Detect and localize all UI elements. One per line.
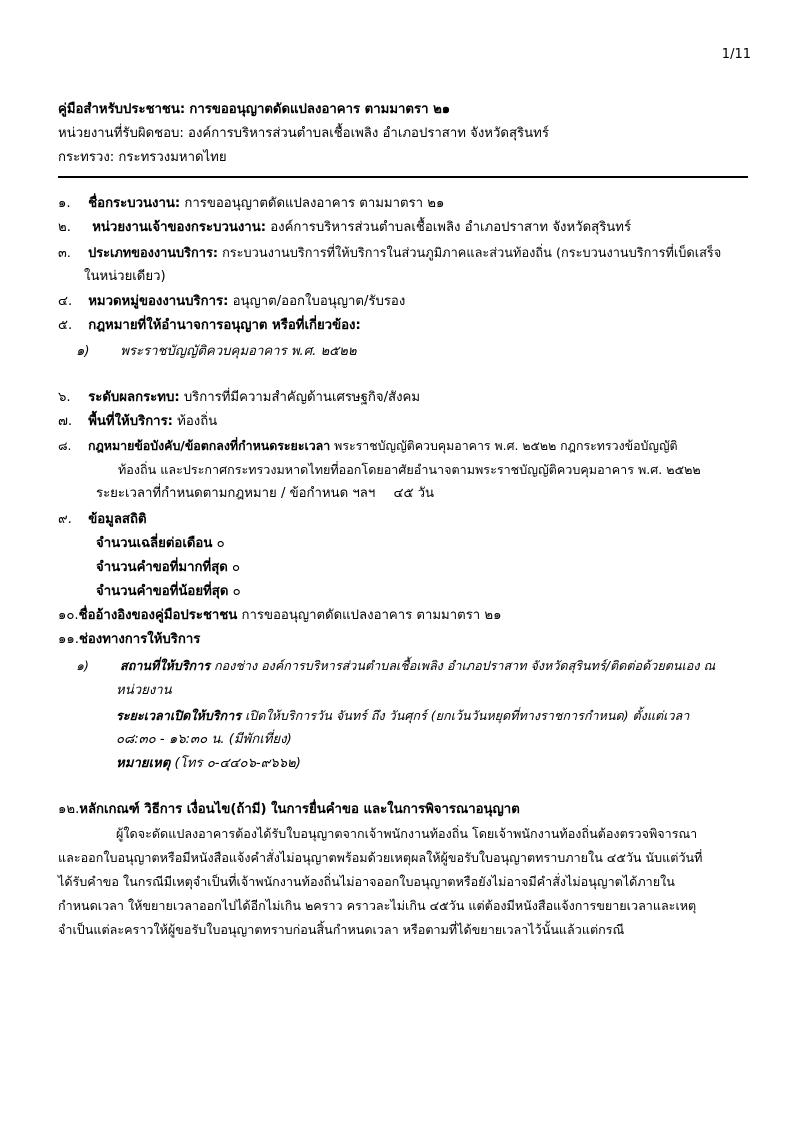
service-hours — [116, 704, 689, 728]
stat-min-label: จำนวนคำขอที่น้อยที่สุด — [96, 584, 229, 599]
item-5-subitem-value: พระราชบัญญัติควบคุมอาคาร พ.ศ. ๒๕๒๒ — [120, 344, 357, 359]
item-7 — [58, 410, 217, 434]
item-5 — [58, 314, 361, 338]
item-9 — [58, 508, 147, 532]
item-12-number: ๑๒. — [58, 802, 80, 817]
item-6-number: ๖. — [58, 390, 71, 405]
manual-title-label: คู่มือสำหรับประชาชน: — [58, 102, 186, 117]
agency-value: องค์การบริหารส่วนตำบลเชื้อเพลิง อำเภอปราสาท จังหวัดสุรินทร์ — [188, 126, 549, 141]
item-7-label: พื้นที่ให้บริการ: — [88, 414, 173, 429]
item-7-value: ท้องถิ่น — [177, 414, 218, 429]
agency-line — [58, 122, 549, 146]
item-10-value: การขออนุญาตดัดแปลงอาคาร ตามมาตรา ๒๑ — [241, 608, 502, 623]
item-7-number: ๗. — [58, 414, 73, 429]
item-3-label: ประเภทของงานบริการ: — [88, 246, 218, 261]
stat-max-label: จำนวนคำขอที่มากที่สุด — [96, 560, 228, 575]
stat-min-value: ๐ — [232, 584, 241, 599]
item-2-label: หน่วยงานเจ้าของกระบวนงาน: — [92, 220, 266, 235]
service-note — [116, 752, 301, 776]
item-2 — [58, 216, 631, 240]
item-12-label: หลักเกณฑ์ วิธีการ เงื่อนไข(ถ้ามี) ในการยื่นคำขอ และในการพิจารณาอนุญาต — [79, 802, 520, 817]
item-8 — [58, 434, 678, 458]
item-11 — [58, 628, 200, 652]
stat-average — [96, 532, 225, 556]
item-9-label: ข้อมูลสถิติ — [88, 512, 147, 527]
item-4-label: หมวดหมู่ของงานบริการ: — [88, 294, 229, 309]
ministry-label: กระทรวง: — [58, 150, 115, 165]
service-note-value: (โทร ๐-๔๔๐๖-๙๖๖๒) — [174, 756, 301, 771]
item-1-number: ๑. — [58, 196, 71, 211]
stat-min — [96, 580, 241, 604]
item-3-value: กระบวนงานบริการที่ให้บริการในส่วนภูมิภาคและส่วนท้องถิ่น (กระบวนงานบริการที่เบ็ดเสร็จ — [222, 246, 722, 261]
stat-max — [96, 556, 240, 580]
item-11-subitem-number: ๑) — [76, 658, 89, 673]
item-8-period-value: ๔๕ วัน — [393, 486, 435, 501]
item-8-continuation: ท้องถิ่น และประกาศกระทรวงมหาดไทยที่ออกโดยอาศัยอำนาจตามพระราชบัญญัติควบคุมอาคาร พ.ศ. ๒๕๒๒ — [118, 462, 701, 477]
item-5-subitem — [76, 340, 357, 364]
stat-max-value: ๐ — [232, 560, 241, 575]
ministry-line — [58, 146, 227, 170]
item-4-number: ๔. — [58, 294, 73, 309]
item-10-label: ชื่ออ้างอิงของคู่มือประชาชน — [78, 608, 238, 623]
ministry-value: กระทรวงมหาดไทย — [118, 150, 227, 165]
item-3-number: ๓. — [58, 246, 71, 261]
item-4 — [58, 290, 405, 314]
page-number: 1/11 — [721, 47, 751, 62]
item-4-value: อนุญาต/ออกใบอนุญาต/รับรอง — [232, 294, 406, 309]
item-9-number: ๙. — [58, 512, 72, 527]
item-1-label: ชื่อกระบวนงาน: — [88, 196, 181, 211]
item-10 — [58, 604, 501, 628]
criteria-line-3: ได้รับคำขอ ในกรณีมีเหตุจำเป็นที่เจ้าพนักงานท้องถิ่นไม่อาจออกใบอนุญาตหรือยังไม่อาจมีคำสั่งไม่อนุญาตได้ภายใน — [58, 874, 675, 889]
service-place — [76, 654, 715, 678]
item-5-subitem-number: ๑) — [76, 344, 90, 359]
item-8-period-label: ระยะเวลาที่กำหนดตามกฎหมาย / ข้อกำหนด ฯลฯ — [96, 486, 376, 501]
criteria-line-5: จำเป็นแต่ละคราวให้ผู้ขอรับใบอนุญาตทราบก่อนสิ้นกำหนดเวลา หรือตามที่ได้ขยายเวลาไว้นั้นแล้วแต่กรณี — [58, 922, 625, 937]
item-6-value: บริการที่มีความสำคัญด้านเศรษฐกิจ/สังคม — [183, 390, 421, 405]
item-6 — [58, 386, 420, 410]
service-place-continuation: หน่วยงาน — [116, 683, 172, 698]
criteria-line-4: กำหนดเวลา ให้ขยายเวลาออกไปได้อีกไม่เกิน ๒คราว คราวละไม่เกิน ๔๕วัน แต่ต้องมีหนังสือแจ้งการขยายเวลาและเหตุ — [58, 898, 697, 913]
item-3-continuation: ในหน่วยเดียว) — [84, 269, 166, 284]
service-place-label: สถานที่ให้บริการ — [120, 658, 210, 673]
agency-label: หน่วยงานที่รับผิดชอบ: — [58, 126, 184, 141]
header-divider — [58, 176, 748, 178]
item-8-value: พระราชบัญญัติควบคุมอาคาร พ.ศ. ๒๕๒๒ กฎกระทรวงข้อบัญญัติ — [334, 438, 678, 453]
item-8-label: กฎหมายข้อบังคับ/ข้อตกลงที่กำหนดระยะเวลา — [87, 438, 331, 453]
item-2-value: องค์การบริหารส่วนตำบลเชื้อเพลิง อำเภอปราสาท จังหวัดสุรินทร์ — [270, 220, 632, 235]
service-hours-continuation: ๐๘:๓๐ - ๑๖:๓๐ น. (มีพักเที่ยง) — [116, 732, 292, 747]
item-12 — [58, 798, 520, 822]
service-place-value: กองช่าง องค์การบริหารส่วนตำบลเชื้อเพลิง อำเภอปราสาท จังหวัดสุรินทร์/ติดต่อด้วยตนเอง ณ — [214, 658, 716, 673]
manual-title-line — [58, 98, 450, 122]
criteria-line-2: และออกใบอนุญาตหรือมีหนังสือแจ้งคำสั่งไม่อนุญาตพร้อมด้วยเหตุผลให้ผู้ขอรับใบอนุญาตทราบภายใน ๔๕วัน นับแต่วันที่ — [58, 850, 703, 865]
item-3 — [58, 242, 721, 266]
stat-average-value: ๐ — [216, 536, 225, 551]
service-note-label: หมายเหตุ — [116, 756, 171, 771]
item-10-number: ๑๐. — [58, 608, 79, 623]
stat-average-label: จำนวนเฉลี่ยต่อเดือน — [96, 536, 213, 551]
service-hours-label: ระยะเวลาเปิดให้บริการ — [116, 708, 241, 723]
criteria-line-1: ผู้ใดจะดัดแปลงอาคารต้องได้รับใบอนุญาตจากเจ้าพนักงานท้องถิ่น โดยเจ้าพนักงานท้องถิ่นต้องตรวจพิจารณา — [116, 826, 698, 841]
item-11-label: ช่องทางการให้บริการ — [78, 632, 201, 647]
item-6-label: ระดับผลกระทบ: — [88, 390, 180, 405]
item-11-number: ๑๑. — [58, 632, 79, 647]
item-5-number: ๕. — [58, 318, 73, 333]
item-1-value: การขออนุญาตดัดแปลงอาคาร ตามมาตรา ๒๑ — [184, 196, 445, 211]
item-5-label: กฎหมายที่ให้อำนาจการอนุญาต หรือที่เกี่ยวข้อง: — [88, 318, 361, 333]
manual-title-value: การขออนุญาตดัดแปลงอาคาร ตามมาตรา ๒๑ — [189, 102, 451, 117]
item-2-number: ๒. — [58, 220, 71, 235]
item-8-number: ๘. — [58, 438, 72, 453]
service-hours-value: เปิดให้บริการวัน จันทร์ ถึง วันศุกร์ (ยกเว้นวันหยุดที่ทางราชการกำหนด) ตั้งแต่เวลา — [245, 708, 690, 723]
item-1 — [58, 192, 444, 216]
item-8-period — [96, 482, 434, 506]
